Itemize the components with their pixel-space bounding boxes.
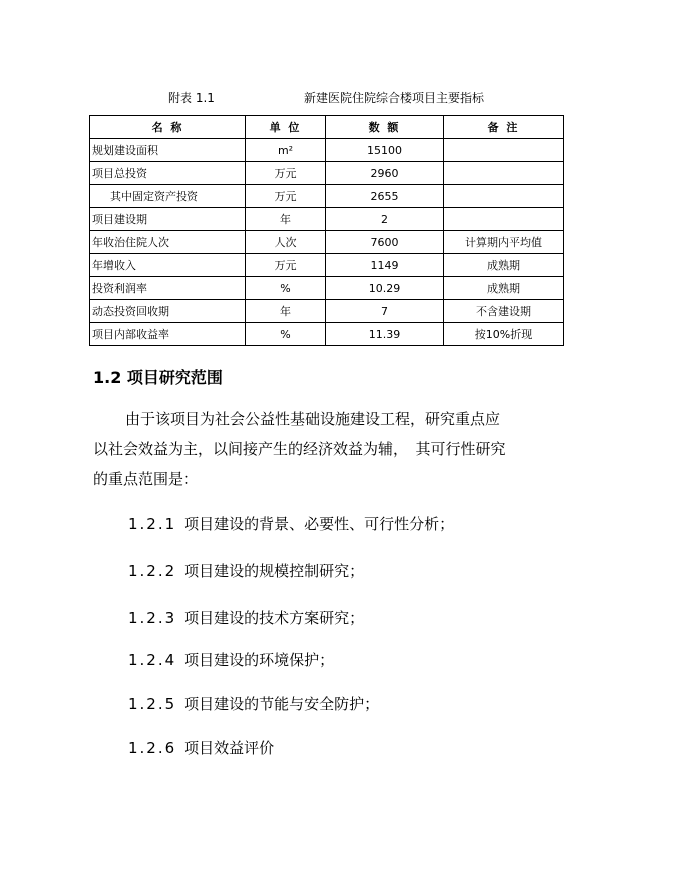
cell-unit: %: [246, 323, 326, 346]
scope-item-number: 1.2.2: [128, 562, 177, 580]
cell-unit: 人次: [246, 231, 326, 254]
table-row: [90, 208, 564, 231]
paragraph-line: 由于该项目为社会公益性基础设施建设工程，研究重点应: [125, 410, 501, 428]
cell-note: [444, 208, 564, 231]
cell-unit: m²: [246, 139, 326, 162]
table-row: [90, 231, 564, 254]
cell-name: 项目总投资: [90, 162, 246, 185]
table-row: [90, 162, 564, 185]
scope-item: [128, 650, 334, 670]
cell-note: [444, 162, 564, 185]
cell-unit: 万元: [246, 185, 326, 208]
table-caption-title: 新建医院住院综合楼项目主要指标: [304, 91, 485, 105]
header-unit: 单 位: [246, 116, 326, 139]
paragraph-line: 以社会效益为主，以间接产生的经济效益为辅， 其可行性研究: [93, 440, 506, 458]
cell-value: 10.29: [326, 277, 444, 300]
scope-item-number: 1.2.1: [128, 515, 177, 533]
cell-unit: 万元: [246, 162, 326, 185]
cell-value: 11.39: [326, 323, 444, 346]
cell-unit: 年: [246, 300, 326, 323]
cell-unit: %: [246, 277, 326, 300]
cell-name: 项目建设期: [90, 208, 246, 231]
scope-item-text: 项目建设的背景、必要性、可行性分析；: [184, 515, 455, 533]
cell-value: 1149: [326, 254, 444, 277]
table-row: [90, 185, 564, 208]
cell-name: 规划建设面积: [90, 139, 246, 162]
cell-name: 年收治住院人次: [90, 231, 246, 254]
scope-item: [128, 738, 274, 758]
scope-item: [128, 561, 364, 581]
table-header-row: [90, 116, 564, 139]
scope-item-text: 项目效益评价: [184, 739, 275, 757]
cell-note: 成熟期: [444, 277, 564, 300]
table-row: [90, 300, 564, 323]
table-row: [90, 323, 564, 346]
scope-item-number: 1.2.4: [128, 651, 177, 669]
section-title: 项目研究范围: [126, 368, 223, 387]
cell-value: 2655: [326, 185, 444, 208]
scope-item-number: 1.2.5: [128, 695, 177, 713]
cell-unit: 年: [246, 208, 326, 231]
cell-note: [444, 185, 564, 208]
cell-value: 7600: [326, 231, 444, 254]
scope-item-text: 项目建设的规模控制研究；: [184, 562, 365, 580]
table-row: [90, 277, 564, 300]
section-heading: [93, 368, 223, 388]
table-caption-label: 附表 1.1: [168, 91, 215, 105]
indicators-table: [89, 115, 564, 346]
cell-note: 成熟期: [444, 254, 564, 277]
scope-item-text: 项目建设的技术方案研究；: [184, 609, 365, 627]
scope-item: [128, 514, 454, 534]
scope-item-text: 项目建设的环境保护；: [184, 651, 335, 669]
cell-name: 动态投资回收期: [90, 300, 246, 323]
scope-item-text: 项目建设的节能与安全防护；: [184, 695, 380, 713]
scope-item-number: 1.2.6: [128, 739, 177, 757]
scope-item-number: 1.2.3: [128, 609, 177, 627]
cell-value: 15100: [326, 139, 444, 162]
cell-note: 计算期内平均值: [444, 231, 564, 254]
scope-item: [128, 608, 364, 628]
cell-note: [444, 139, 564, 162]
cell-value: 7: [326, 300, 444, 323]
header-value: 数 额: [326, 116, 444, 139]
cell-value: 2: [326, 208, 444, 231]
cell-note: 不含建设期: [444, 300, 564, 323]
paragraph-line: 的重点范围是：: [93, 470, 199, 488]
cell-name: 项目内部收益率: [90, 323, 246, 346]
cell-name: 其中固定资产投资: [90, 185, 246, 208]
intro-paragraph: [93, 404, 608, 494]
cell-value: 2960: [326, 162, 444, 185]
cell-note: 按10%折现: [444, 323, 564, 346]
cell-name: 年增收入: [90, 254, 246, 277]
scope-item: [128, 694, 379, 714]
header-note: 备 注: [444, 116, 564, 139]
cell-unit: 万元: [246, 254, 326, 277]
cell-name: 投资利润率: [90, 277, 246, 300]
header-name: 名 称: [90, 116, 246, 139]
table-row: [90, 254, 564, 277]
section-number: 1.2: [93, 368, 122, 387]
table-row: [90, 139, 564, 162]
